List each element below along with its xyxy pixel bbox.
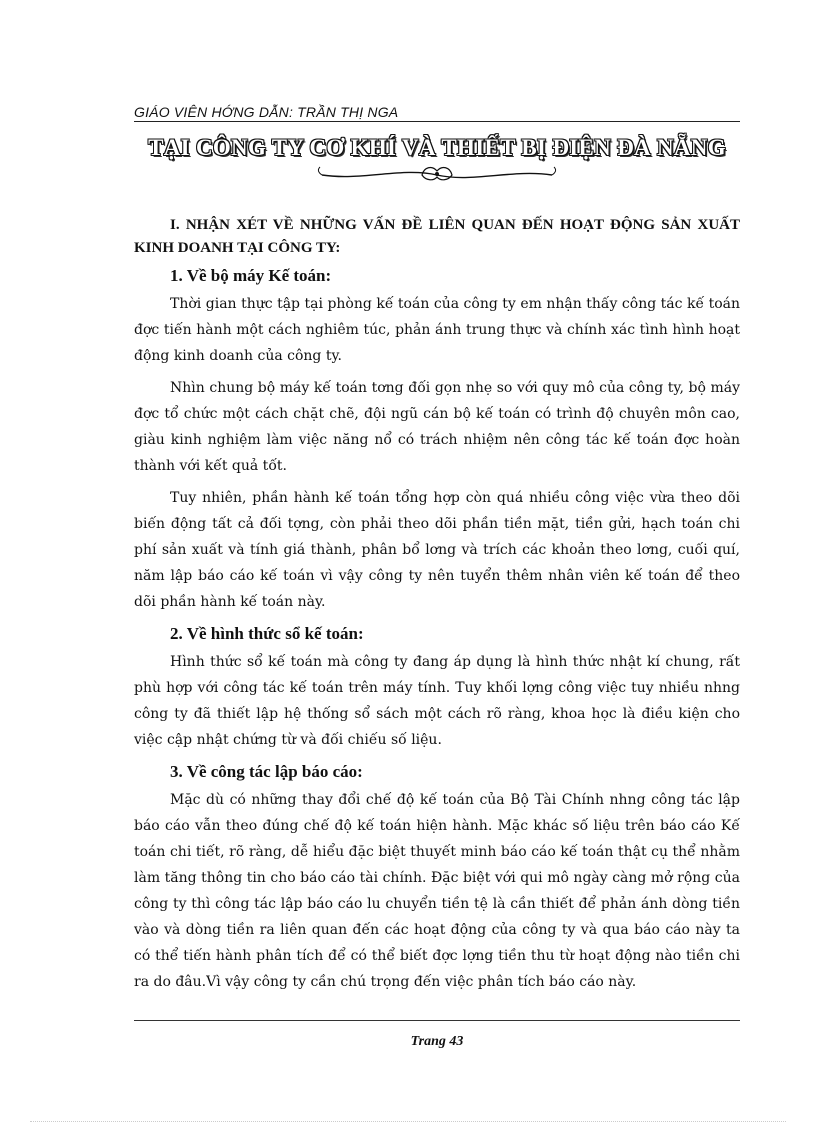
section-heading: I. NHẬN XÉT VỀ NHỮNG VẤN ĐỀ LIÊN QUAN ĐẾN HOẠT ĐỘNG SẢN XUẤT KINH DOANH TẠI CÔNG TY:: [134, 217, 740, 256]
header-teacher-line: GIÁO VIÊN HỚNG DẪN: TRẦN THỊ NGA: [134, 104, 740, 122]
document-title: TẠI CÔNG TY CƠ KHÍ VÀ THIẾT BỊ ĐIỆN ĐÀ NẴNG: [148, 135, 726, 160]
subsection-title-1: 1. Về bộ máy Kế toán:: [170, 266, 332, 285]
subsection-title-3: 3. Về công tác lập báo cáo:: [170, 762, 363, 781]
page-number: Trang 43: [410, 1034, 464, 1049]
main-content: [134, 214, 740, 1001]
paragraph: Hình thức sổ kế toán mà công ty đang áp dụng là hình thức nhật kí chung, rất phù hợp với công tác kế toán trên máy tính. Tuy khối lợng công việc tuy nhiều nhng công ty đã thiết lập hệ thống sổ sách một cách rõ ràng, khoa học là điều kiện cho việc cập nhật chứng từ và đối chiếu số liệu.: [134, 654, 740, 748]
paragraph: Nhìn chung bộ máy kế toán tơng đối gọn nhẹ so với quy mô của công ty, bộ máy đợc tổ chức một cách chặt chẽ, đội ngũ cán bộ kế toán có trình độ chuyên môn cao, giàu kinh nghiệm làm việc năng nổ có trách nhiệm nên công tác kế toán đợc hoàn thành với kết quả tốt.: [134, 380, 740, 474]
paragraph: Tuy nhiên, phần hành kế toán tổng hợp còn quá nhiều công việc vừa theo dõi biến động tất cả đối tợng, còn phải theo dõi phần tiền mặt, tiền gửi, hạch toán chi phí sản xuất và tính giá thành, phân bổ lơng và trích các khoản theo lơng, cuối quí, năm lập báo cáo kế toán vì vậy công ty nên tuyển thêm nhân viên kế toán để theo dõi phần hành kế toán này.: [134, 490, 740, 610]
paragraph: Mặc dù có những thay đổi chế độ kế toán của Bộ Tài Chính nhng công tác lập báo cáo vẫn theo đúng chế độ kế toán hiện hành. Mặc khác số liệu trên báo cáo Kế toán chi tiết, rõ ràng, dễ hiểu đặc biệt thuyết minh báo cáo kế toán thật cụ thể nhằm làm tăng thông tin cho báo cáo tài chính. Đặc biệt với qui mô ngày càng mở rộng của công ty thì công tác lập báo cáo lu chuyển tiền tệ là cần thiết để phản ánh dòng tiền vào và dòng tiền ra liên quan đến các hoạt động của công ty và qua báo cáo này ta có thể tiến hành phân tích để có thể biết đợc lợng tiền thu từ hoạt động nào tiền chi ra do đâu.Vì vậy công ty cần chú trọng đến việc phân tích báo cáo này.: [134, 792, 740, 990]
decorative-flourish-icon: [312, 163, 562, 185]
paragraph: Thời gian thực tập tại phòng kế toán của công ty em nhận thấy công tác kế toán đợc tiến hành một cách nghiêm túc, phản ánh trung thực và chính xác tình hình hoạt động kinh doanh của công ty.: [134, 296, 740, 364]
footer-divider: [134, 1020, 740, 1021]
page-bottom-divider: [30, 1121, 786, 1122]
subsection-title-2: 2. Về hình thức sổ kế toán:: [170, 624, 364, 643]
